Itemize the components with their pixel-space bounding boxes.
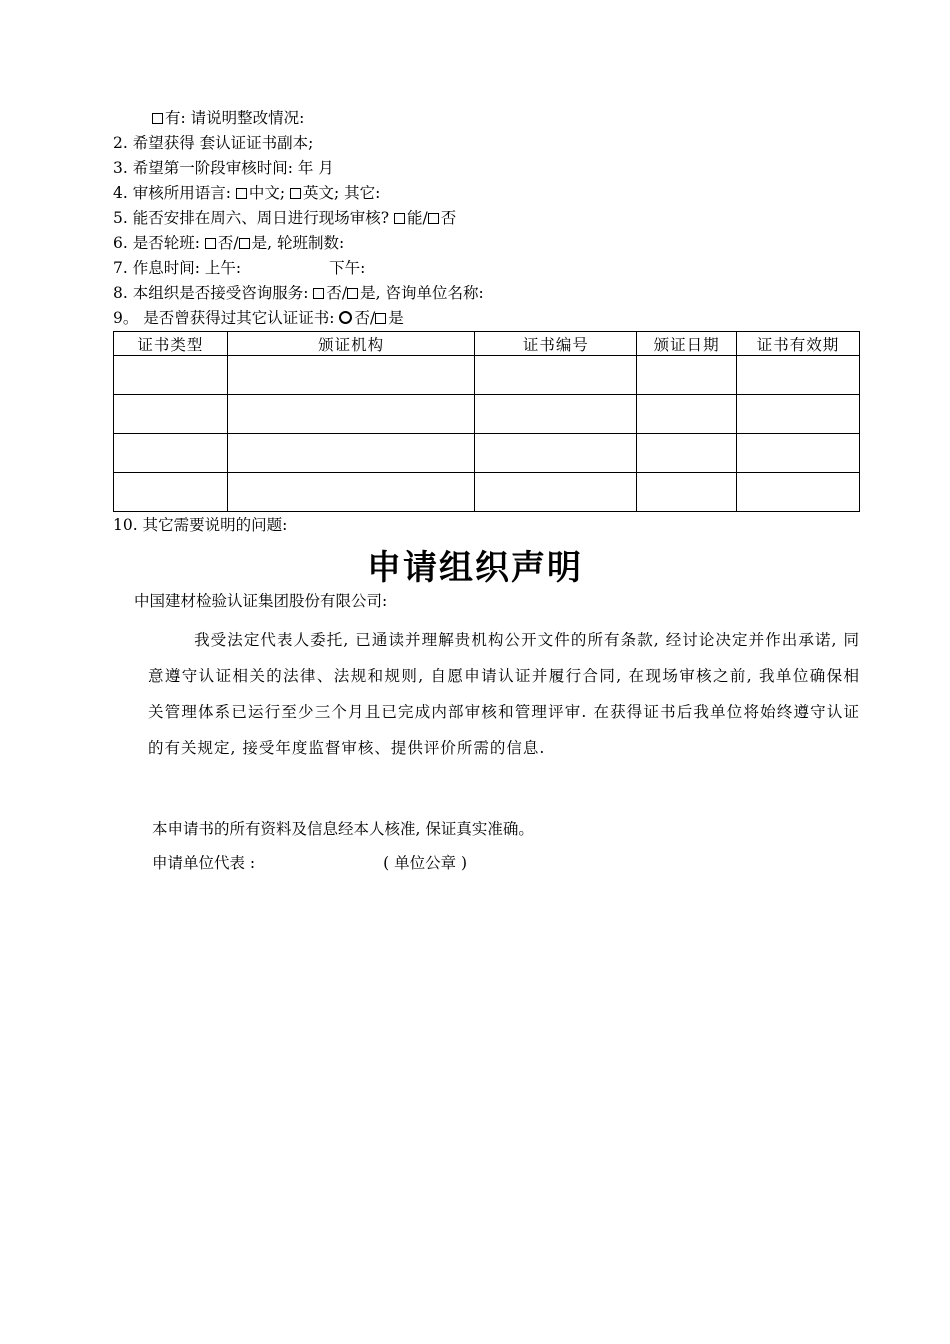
table-cell[interactable]	[637, 434, 737, 473]
table-cell[interactable]	[637, 356, 737, 395]
table-cell[interactable]	[637, 395, 737, 434]
table-cell[interactable]	[737, 473, 860, 512]
table-cell[interactable]	[737, 434, 860, 473]
table-cell[interactable]	[475, 356, 637, 395]
table-cell[interactable]	[637, 473, 737, 512]
table-cell[interactable]	[227, 473, 475, 512]
table-cell[interactable]	[227, 356, 475, 395]
table-cell[interactable]	[114, 473, 228, 512]
checkbox-icon[interactable]	[428, 213, 439, 224]
checkbox-icon[interactable]	[313, 288, 324, 299]
table-cell[interactable]	[114, 395, 228, 434]
checkbox-icon[interactable]	[394, 213, 405, 224]
table-cell[interactable]	[737, 395, 860, 434]
table-row	[114, 473, 860, 512]
line-language: 4. 审核所用语言: 中文; 英文; 其它:	[113, 184, 381, 202]
radio-selected-icon[interactable]	[339, 311, 352, 324]
checkbox-icon[interactable]	[290, 188, 301, 199]
checkbox-icon[interactable]	[236, 188, 247, 199]
table-cell[interactable]	[114, 356, 228, 395]
line-shift: 6. 是否轮班: 否/ 是, 轮班制数:	[113, 234, 345, 252]
header-cert-number: 证书编号	[475, 332, 637, 356]
table-row	[114, 434, 860, 473]
declaration-body: 我受法定代表人委托, 已通读并理解贵机构公开文件的所有条款, 经讨论决定并作出承诺, 同意遵守认证相关的法律、法规和规则, 自愿申请认证并履行合同, 在现场审核之前, 我单位确保相关管理体系已运行至少三个月且已完成内部审核和管理评审. 在获得证书后我单位将始终遵守认证的有关规定, 接受年度监督审核、提供评价所需的信息.	[148, 631, 860, 757]
line-rectification: 有: 请说明整改情况:	[152, 107, 304, 129]
line-weekend-audit: 5. 能否安排在周六、周日进行现场审核? 能/ 否	[113, 209, 457, 227]
header-cert-type: 证书类型	[114, 332, 228, 356]
certificate-table	[113, 331, 860, 512]
declaration-addressee: 中国建材检验认证集团股份有限公司:	[134, 592, 388, 610]
line-consulting: 8. 本组织是否接受咨询服务: 否/ 是, 咨询单位名称:	[113, 284, 484, 302]
line-other-certs: 9。 是否曾获得过其它认证证书: 否/ 是	[113, 309, 404, 327]
checkbox-icon[interactable]	[152, 113, 163, 124]
table-row	[114, 395, 860, 434]
representative-label: 申请单位代表 :	[152, 854, 256, 872]
line-audit-time: 3. 希望第一阶段审核时间: 年 月	[113, 159, 334, 177]
table-cell[interactable]	[227, 395, 475, 434]
table-row	[114, 356, 860, 395]
declaration-title: 申请组织声明	[367, 548, 583, 588]
header-issue-date: 颁证日期	[637, 332, 737, 356]
declaration-confirm: 本申请书的所有资料及信息经本人核准, 保证真实准确。	[152, 820, 534, 838]
table-cell[interactable]	[114, 434, 228, 473]
table-header-row	[114, 332, 860, 356]
checkbox-icon[interactable]	[205, 238, 216, 249]
header-issuer: 颁证机构	[227, 332, 475, 356]
checkbox-icon[interactable]	[239, 238, 250, 249]
table-cell[interactable]	[475, 473, 637, 512]
seal-label: ( 单位公章 )	[383, 854, 468, 872]
header-validity: 证书有效期	[737, 332, 860, 356]
table-cell[interactable]	[737, 356, 860, 395]
representative-line	[152, 852, 467, 874]
table-cell[interactable]	[475, 395, 637, 434]
line-other-notes: 10. 其它需要说明的问题:	[113, 516, 288, 534]
checkbox-icon[interactable]	[347, 288, 358, 299]
table-cell[interactable]	[475, 434, 637, 473]
checkbox-icon[interactable]	[375, 313, 386, 324]
table-cell[interactable]	[227, 434, 475, 473]
line-work-hours: 7. 作息时间: 上午: 下午:	[113, 259, 366, 277]
line-copies: 2. 希望获得 套认证证书副本;	[113, 134, 314, 152]
